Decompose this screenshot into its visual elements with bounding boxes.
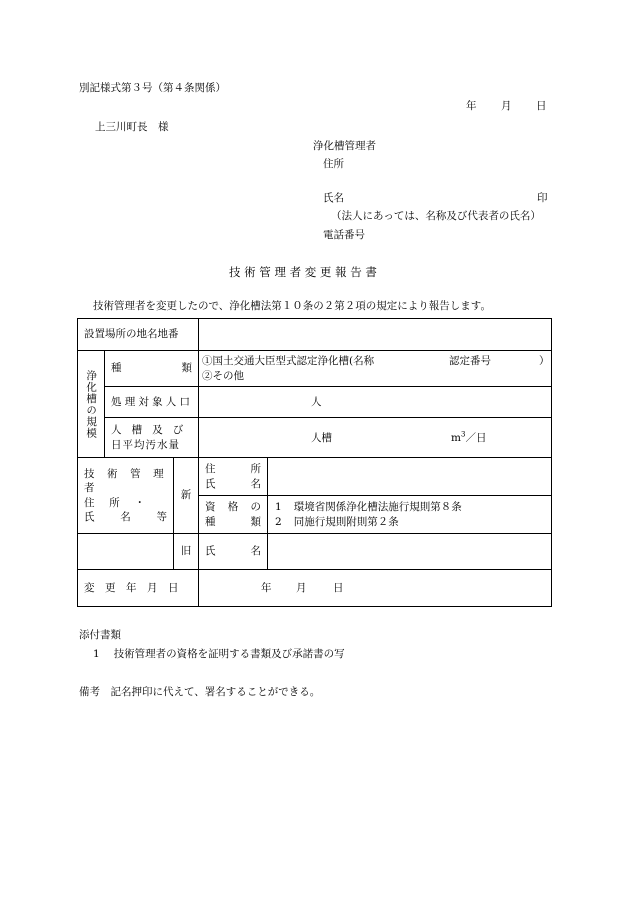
document-title: 技 術 管 理 者 変 更 報 告 書 xyxy=(229,265,377,279)
addr-label-a: 住 xyxy=(205,463,216,476)
manager-label-2a: 住 xyxy=(84,496,95,509)
type-option-1[interactable]: ①国土交通大臣型式認定浄化槽(名称 xyxy=(202,355,375,368)
seal-label: 印 xyxy=(537,192,548,204)
capacity-label-cell xyxy=(105,418,199,458)
qual-label-a3: の xyxy=(250,501,262,514)
qual-option-2-text: 同施行規則附則第２条 xyxy=(293,515,399,528)
qual-option-2-num: 2 xyxy=(275,515,282,528)
date-day-label: 日 xyxy=(536,100,547,112)
name-label-b: 名 xyxy=(250,477,262,490)
addressee: 上三川町長 様 xyxy=(95,121,169,133)
attachments-heading: 添付書類 xyxy=(79,629,121,641)
qual-label-a2: 格 xyxy=(227,501,239,514)
capacity-unit-1: 人槽 xyxy=(311,431,333,444)
capacity-unit-2-wrap xyxy=(451,430,486,445)
change-year-label: 年 xyxy=(261,581,272,594)
qual-label-b2: 類 xyxy=(250,515,262,528)
location-value-field[interactable] xyxy=(199,319,552,351)
manager-label-3c: 等 xyxy=(156,510,167,523)
attachment-item xyxy=(93,649,345,660)
change-date-row xyxy=(78,570,552,607)
change-month-label: 月 xyxy=(296,581,307,594)
addr-label-b: 所 xyxy=(250,463,262,476)
manager-label-1: 技 術 管 理 者 xyxy=(84,468,169,495)
old-name-label-cell xyxy=(199,534,268,570)
change-day-label: 日 xyxy=(333,581,344,594)
type-option-2[interactable]: ②その他 xyxy=(202,369,245,382)
change-date-field[interactable] xyxy=(199,570,552,607)
type-label-a: 種 xyxy=(111,362,122,375)
new-label: 新 xyxy=(174,458,199,534)
capacity-unit-2-sup: 3 xyxy=(460,430,466,439)
new-address-name-field[interactable] xyxy=(268,458,552,496)
type-row xyxy=(78,351,552,387)
capacity-unit-2-tail: ／日 xyxy=(465,431,487,444)
type-label-b: 類 xyxy=(181,362,193,375)
qualification-label-cell xyxy=(199,496,268,534)
population-value-field[interactable] xyxy=(199,387,552,418)
type-option-1-close: ） xyxy=(539,355,550,368)
old-row xyxy=(78,534,552,570)
new-address-row xyxy=(78,458,552,496)
qual-option-1-text: 環境省関係浄化槽法施行規則第８条 xyxy=(293,501,462,514)
qual-option-1-num: 1 xyxy=(275,501,282,514)
qual-label-a1: 資 xyxy=(205,501,216,514)
intro-text: 技術管理者を変更したので、浄化槽法第１０条の２第２項の規定により報告します。 xyxy=(93,300,491,312)
old-label: 旧 xyxy=(174,534,199,570)
capacity-value-field[interactable] xyxy=(199,418,552,458)
type-options-cell[interactable] xyxy=(199,351,552,387)
phone-label: 電話番号 xyxy=(323,229,365,241)
manager-label-2b: 所 xyxy=(109,496,120,509)
capacity-row xyxy=(78,418,552,458)
remarks: 備考 記名押印に代えて、署名することができる。 xyxy=(79,686,321,698)
name-label: 氏名 xyxy=(323,192,344,204)
manager-label-cell xyxy=(78,458,174,534)
qual-label-b1: 種 xyxy=(205,515,216,528)
capacity-label-2: 日平均汚水量 xyxy=(111,438,180,451)
date-month-label: 月 xyxy=(501,100,512,112)
date-year-label: 年 xyxy=(466,100,477,112)
old-name-b: 名 xyxy=(250,545,262,558)
capacity-unit-2: m xyxy=(451,431,461,444)
capacity-label-1: 人 槽 及 び xyxy=(111,424,187,437)
scale-label: 浄化槽の規模 xyxy=(85,369,98,439)
address-label: 住所 xyxy=(323,158,344,170)
qual-option-1[interactable] xyxy=(268,500,551,514)
qual-option-2[interactable] xyxy=(268,515,551,529)
corp-note: （法人にあっては、名称及び代表者の氏名） xyxy=(331,210,541,222)
old-name-a: 氏 xyxy=(205,545,216,558)
report-table xyxy=(77,318,552,607)
qualification-options-cell[interactable] xyxy=(268,496,552,534)
population-unit: 人 xyxy=(311,395,322,408)
type-label-cell xyxy=(105,351,199,387)
population-label: 処理対象人口 xyxy=(105,387,199,418)
manager-label-3a: 氏 xyxy=(84,510,95,523)
name-label-a: 氏 xyxy=(205,477,216,490)
new-address-label-cell xyxy=(199,458,268,496)
type-option-1-cert: 認定番号 xyxy=(449,355,492,368)
attachment-item-num: 1 xyxy=(93,648,100,660)
population-row xyxy=(78,387,552,418)
attachment-item-text: 技術管理者の資格を証明する書類及び承諾書の写 xyxy=(113,648,345,660)
location-row xyxy=(78,319,552,351)
manager-label-2c: ・ xyxy=(134,496,145,509)
scale-label-cell xyxy=(78,351,105,458)
location-label: 設置場所の地名地番 xyxy=(78,319,199,351)
old-name-field[interactable] xyxy=(268,534,552,570)
applicant-role: 浄化槽管理者 xyxy=(313,140,376,152)
change-date-label: 変 更 年 月 日 xyxy=(78,570,199,607)
form-number: 別記様式第３号（第４条関係） xyxy=(79,82,226,94)
manager-label-3b: 名 xyxy=(120,510,131,523)
